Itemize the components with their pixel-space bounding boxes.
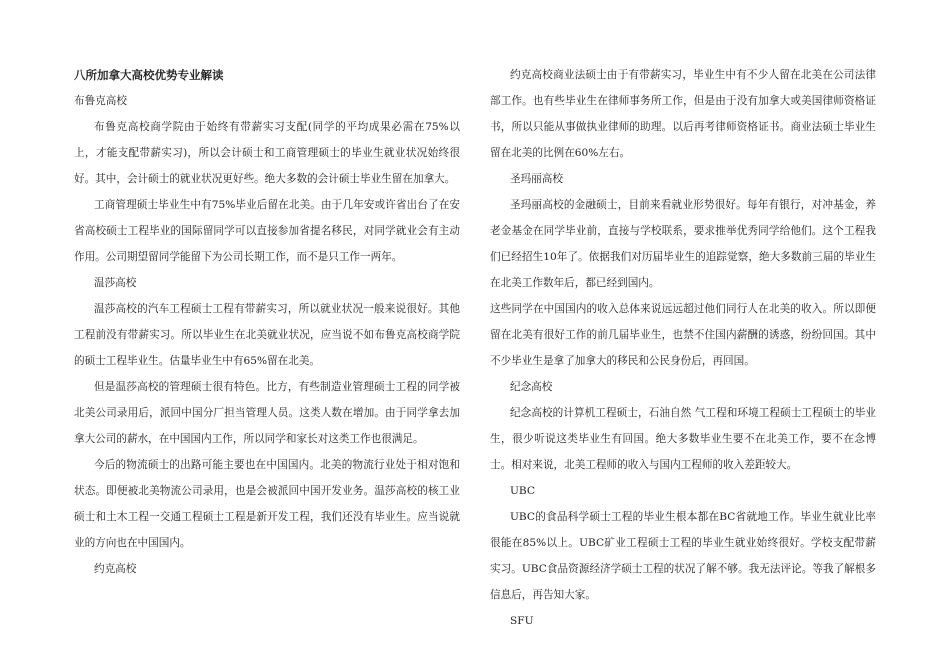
paragraph: 但是温莎高校的管理硕士很有特色。比方，有些制造业管理硕士工程的同学被北美公司录用后，派回中国分厂担当管理人员。这类人数在增加。由于同学拿去加拿大公司的薪水，在中国国内工作，所以同学和家长对这类工作也很满足。	[74, 381, 460, 445]
section-heading: UBC	[510, 485, 536, 497]
paragraph: 温莎高校的汽车工程硕士工程有带薪实习，所以就业状况一般来说很好。其他工程前没有带薪实习。所以毕业生在北美就业状况，应当说不如布鲁克高校商学院的硕士工程毕业生。估量毕业生中有65%留在北美。	[74, 303, 460, 367]
paragraph: 这些同学在中国国内的收入总体来说远远超过他们同行人在北美的收入。所以即便留在北美有很好工作的前几届毕业生，也禁不住国内薪酬的诱惑，纷纷回国。其中不少毕业生是拿了加拿大的移民和公民身份后，再回国。	[490, 303, 876, 367]
document-title: 八所加拿大高校优势专业解读	[74, 68, 224, 82]
paragraph: UBC的食品科学硕士工程的毕业生根本都在BC省就地工作。毕业生就业比率很能在85%以上。UBC矿业工程硕士工程的毕业生就业始终很好。学校支配带薪实习。UBC食品资源经济学硕士工程的状况了解不够。我无法评论。等我了解根多信息后，再告知大家。	[490, 511, 876, 601]
paragraph: 今后的物流硕士的出路可能主要也在中国国内。北美的物流行业处于相对饱和状态。即便被北美物流公司录用，也是会被派回中国开发业务。温莎高校的核工业硕士和土木工程一交通工程硕士工程是新开发工程，我们还没有毕业生。应当说就业的方向也在中国国内。	[74, 459, 460, 549]
paragraph: 圣玛丽高校的金融硕士，目前来看就业形势很好。每年有银行，对冲基金，养老金基金在同学毕业前，直接与学校联系，要求推举优秀同学给他们。这个工程我们已经招生10年了。依据我们对历届毕业生的追踪觉察，绝大多数前三届的毕业生在北美工作数年后，都已经到国内。	[490, 199, 876, 289]
section-heading: 纪念高校	[510, 381, 553, 393]
section-heading: SFU	[510, 615, 534, 627]
section-heading: 温莎高校	[94, 277, 137, 289]
paragraph: 布鲁克高校商学院由于始终有带薪实习支配(同学的平均成果必需在75%以上，才能支配带薪实习)，所以会计硕士和工商管理硕士的毕业生就业状况始终很好。其中，会计硕士的就业状况更好些。绝大多数的会计硕士毕业生留在加拿大。	[74, 121, 460, 185]
section-heading: 约克高校	[94, 563, 137, 575]
section-heading: 圣玛丽高校	[510, 173, 563, 185]
paragraph: 纪念高校的计算机工程硕士，石油自然 气工程和环境工程硕士工程硕士的毕业生，很少听说这类毕业生有回国。绝大多数毕业生要不在北美工作，要不在念博士。相对来说，北美工程师的收入与国内工程师的收入差距较大。	[490, 407, 876, 471]
paragraph: 约克高校商业法硕士由于有带薪实习，毕业生中有不少人留在北美在公司法律部工作。也有些毕业生在律师事务所工作，但是由于没有加拿大或美国律师资格证书，所以只能从事做执业律师的助理。以后再考律师资格证书。商业法硕士毕业生留在北美的比例在60%左右。	[490, 69, 876, 159]
paragraph: 工商管理硕士毕业生中有75%毕业后留在北美。由于几年安或许省出台了在安省高校硕士工程毕业的国际留同学可以直接参加省提名移民，对同学就业会有主动作用。公司期望留同学能留下为公司长期工作，而不是只工作一两年。	[74, 199, 460, 263]
left-column	[74, 62, 460, 582]
section-heading: 布鲁克高校	[74, 95, 127, 107]
right-column	[490, 62, 876, 634]
